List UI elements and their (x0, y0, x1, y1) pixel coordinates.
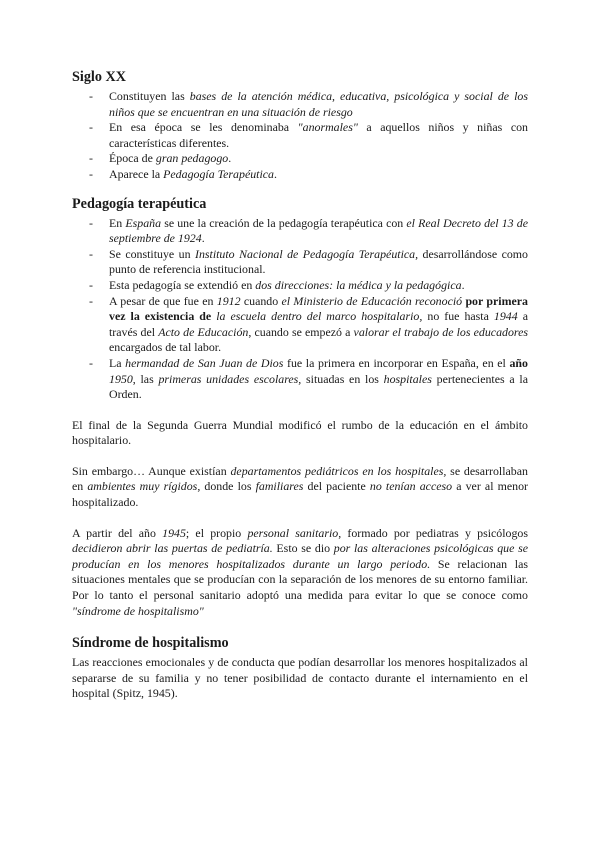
emphasis-text: bases de la atención médica, educativa, psicológica y social de los niños que se encuentran en una situación de riesgo (109, 89, 528, 119)
emphasis-text: 1912 (216, 293, 241, 308)
emphasis-text: personal sanitario (247, 525, 339, 540)
list-item: - A pesar de que fue en 1912 cuando el Ministerio de Educación reconoció por primera vez la existencia de la escuela dentro del marco hospitalario, no fue hasta 1944 a través del Acto de Educación, cuando se empezó a valorar el trabajo de los educadores encargados de tal labor. (92, 294, 528, 356)
emphasis-text: por las alteraciones psicológicas que se producían en los menores hospitalizados durante un largo periodo. (72, 541, 528, 571)
bold-text: por primera vez la existencia de (109, 293, 528, 324)
emphasis-text: valorar el trabajo de los educadores (353, 324, 528, 339)
section-title: Pedagogía terapéutica (72, 195, 207, 212)
list-item: - Esta pedagogía se extendió en dos direcciones: la médica y la pedagógica. (92, 278, 528, 294)
emphasis-text: ambientes muy rígidos (87, 479, 198, 494)
list-item: - En España se une la creación de la pedagogía terapéutica con el Real Decreto del 13 de septiembre de 1924. (92, 216, 528, 247)
emphasis-text: Pedagogía Terapéutica (163, 166, 274, 181)
emphasis-text: "síndrome de hospitalismo" (72, 603, 204, 618)
list-item: - Se constituye un Instituto Nacional de Pedagogía Terapéutica, desarrollándose como punto de referencia institucional. (92, 247, 528, 278)
section-sindrome-hospitalismo (72, 634, 528, 702)
list-item: - Época de gran pedagogo. (92, 151, 528, 167)
list-item: - La hermandad de San Juan de Dios fue la primera en incorporar en España, en el año 1950, las primeras unidades escolares, situadas en los hospitales pertenecientes a la Orden. (92, 356, 528, 403)
bullet-list (72, 89, 528, 183)
emphasis-text: no tenían acceso (369, 479, 453, 494)
section-title: Siglo XX (72, 69, 126, 85)
emphasis-text: "anormales" (297, 120, 358, 135)
emphasis-text: departamentos pediátricos en los hospitales, (230, 463, 447, 478)
emphasis-text: España (125, 215, 162, 230)
emphasis-text: hermandad de San Juan de Dios (125, 355, 284, 370)
emphasis-text: Acto de Educación (158, 324, 249, 339)
list-item: - Constituyen las bases de la atención médica, educativa, psicológica y social de los niños que se encuentran en una situación de riesgo (92, 89, 528, 120)
paragraph: A partir del año 1945; el propio personal sanitario, formado por pediatras y psicólogos decidieron abrir las puertas de pediatría. Esto se dio por las alteraciones psicológicas que se producían en los menores hospitalizados durante un largo periodo. Se relacionan las situaciones mentales que se producían con la separación de los menores de su entorno familiar. Por lo tanto el personal sanitario adoptó una medida para evitar lo que se conoce como "síndrome de hospitalismo" (72, 525, 528, 618)
section-pedagogia-terapeutica (72, 195, 528, 403)
section-siglo-xx (72, 68, 528, 183)
emphasis-text: 1945 (162, 525, 186, 540)
emphasis-text: dos direcciones: la médica y la pedagógica (255, 277, 462, 292)
emphasis-text: la escuela dentro del marco hospitalario, (216, 309, 423, 324)
bullet-list (72, 216, 528, 403)
section-title: Síndrome de hospitalismo (72, 635, 229, 652)
paragraph: El final de la Segunda Guerra Mundial modificó el rumbo de la educación en el ámbito hospitalario. (72, 417, 528, 448)
emphasis-text: hospitales (383, 371, 432, 386)
emphasis-text: el Ministerio de Educación reconoció (281, 293, 463, 308)
emphasis-text: familiares (255, 479, 304, 494)
emphasis-text: 1944 (493, 309, 518, 324)
emphasis-text: el Real Decreto del 13 de septiembre de 1924 (109, 215, 528, 246)
emphasis-text: gran pedagogo (155, 151, 229, 166)
emphasis-text: primeras unidades escolares, (158, 371, 302, 386)
bold-text: año (509, 355, 528, 370)
emphasis-text: 1950 (109, 371, 133, 386)
document-page (72, 68, 528, 702)
paragraph: Las reacciones emocionales y de conducta que podían desarrollar los menores hospitalizados al separarse de su familia y no tener posibilidad de contacto durante el internamiento en el hospital (Spitz, 1945). (72, 655, 528, 701)
emphasis-text: decidieron abrir las puertas de pediatría. (72, 541, 273, 556)
list-item: - Aparece la Pedagogía Terapéutica. (92, 167, 528, 183)
emphasis-text: Instituto Nacional de Pedagogía Terapéutica, (194, 246, 419, 261)
paragraph: Sin embargo… Aunque existían departamentos pediátricos en los hospitales, se desarrollaban en ambientes muy rígidos, donde los familiares del paciente no tenían acceso a ver al menor hospitalizado. (72, 463, 528, 510)
list-item: - En esa época se les denominaba "anormales" a aquellos niños y niñas con características diferentes. (92, 120, 528, 151)
